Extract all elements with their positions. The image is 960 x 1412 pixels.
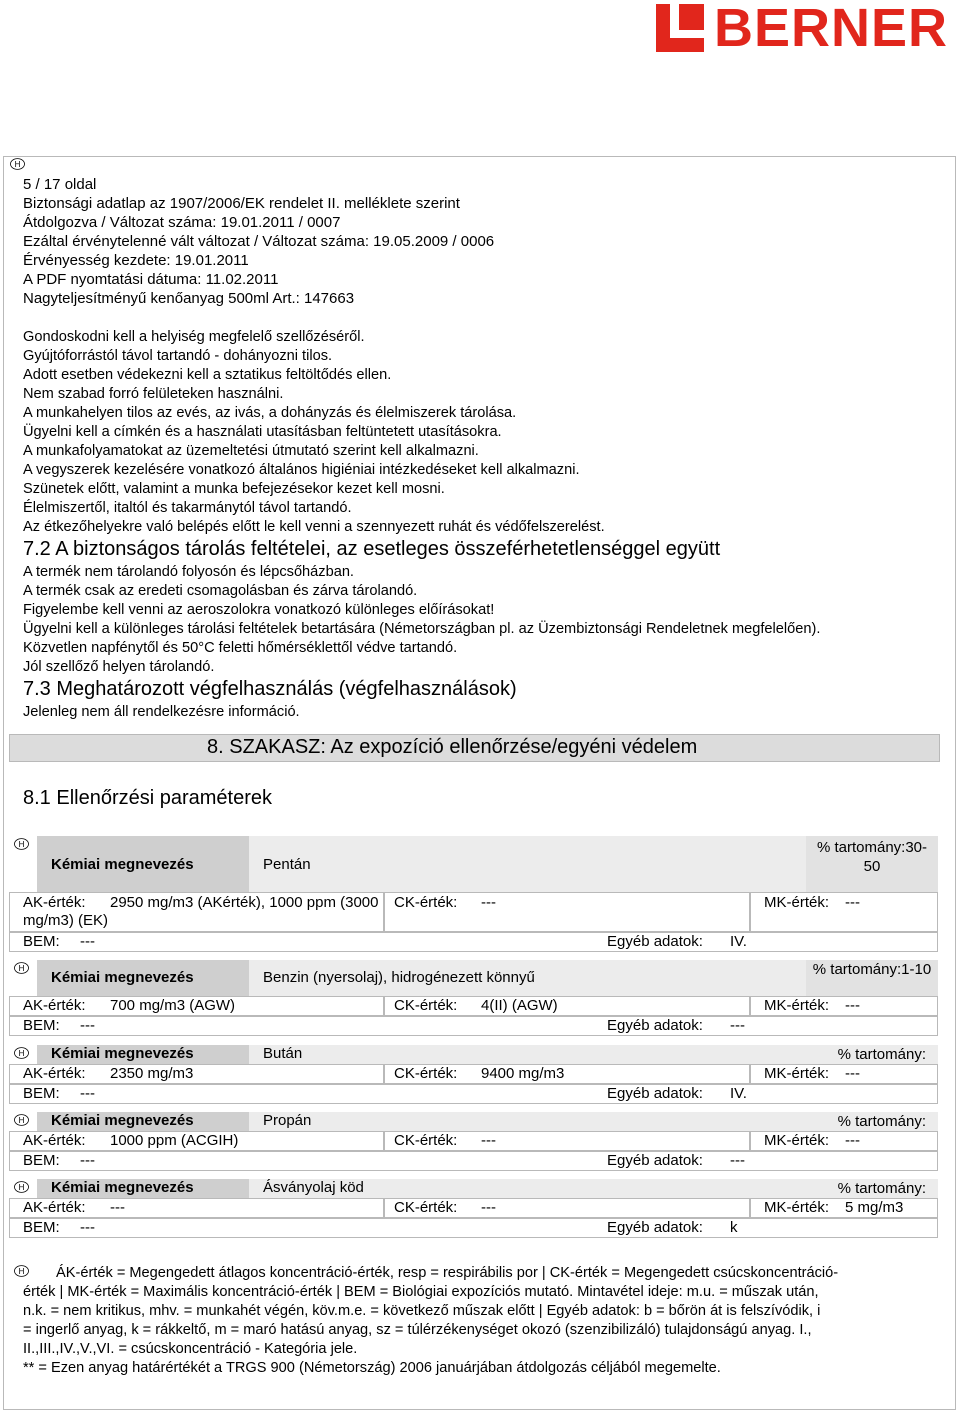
chemical-block-propan	[9, 1112, 938, 1171]
bem-value: ---	[80, 1219, 95, 1236]
ak-value: 700 mg/m3 (AGW)	[110, 997, 236, 1014]
header-page-number: 5 / 17 oldal	[23, 176, 97, 193]
ck-label: CK-érték:	[394, 1199, 458, 1216]
body-line: Szünetek előtt, valamint a munka befejezésekor kezet kell mosni.	[23, 481, 445, 497]
ak-label: AK-érték:	[23, 894, 86, 911]
mk-label: MK-érték:	[764, 1132, 830, 1149]
bem-value: ---	[80, 933, 95, 950]
ak-label: AK-érték:	[23, 1199, 86, 1216]
egyeb-label: Egyéb adatok:	[607, 1219, 703, 1236]
chemical-block-asvanyolaj	[9, 1179, 938, 1238]
svg-text:H: H	[18, 1116, 25, 1125]
body-line: A munkafolyamatokat az üzemeltetési útmutató szerint kell alkalmazni.	[23, 443, 479, 459]
ck-label: CK-érték:	[394, 1132, 458, 1149]
chem-name: Benzin (nyersolaj), hidrogénezett könnyű	[263, 969, 535, 986]
berner-logo-mark	[656, 4, 704, 52]
svg-text:H: H	[18, 1267, 25, 1276]
ak-value: ---	[110, 1199, 125, 1216]
storage-line: Ügyelni kell a különleges tárolási feltételek betartására (Németországban pl. az Üzembiztonsági Rendeletnek megfelelően).	[23, 621, 821, 637]
storage-line: A termék nem tárolandó folyosón és lépcsőházban.	[23, 564, 354, 580]
ck-value: 4(II) (AGW)	[481, 997, 558, 1014]
ak-value: 1000 ppm (ACGIH)	[110, 1132, 239, 1149]
ck-value: ---	[481, 1199, 496, 1216]
chem-name: Bután	[263, 1045, 303, 1062]
bem-row	[9, 1084, 938, 1104]
ak-label: AK-érték:	[23, 997, 86, 1014]
body-line: Nem szabad forró felületeken használni.	[23, 386, 284, 402]
egyeb-value: k	[730, 1219, 738, 1236]
mk-label: MK-érték:	[764, 1065, 830, 1082]
mk-value: ---	[845, 1132, 860, 1149]
header-superseded: Ezáltal érvénytelenné vált változat / Változat száma: 19.05.2009 / 0006	[23, 233, 495, 250]
ak-label: AK-érték:	[23, 1132, 86, 1149]
chem-name-label: Kémiai megnevezés	[37, 1112, 249, 1131]
chemical-block-pentan	[9, 836, 938, 952]
chem-header-row	[37, 1045, 938, 1064]
ck-label: CK-érték:	[394, 894, 458, 911]
ak-value: 2350 mg/m3	[110, 1065, 194, 1082]
chem-header-row	[37, 960, 938, 996]
bem-label: BEM:	[23, 1085, 60, 1102]
legend-line: n.k. = nem kritikus, mhv. = munkahét végén, köv.m.e. = következő műszak előtt | Egyéb adatok: b = bőrön át is felszívódik, i	[23, 1303, 821, 1319]
chem-header-row	[37, 1179, 938, 1198]
header-valid-from: Érvényesség kezdete: 19.01.2011	[23, 252, 249, 269]
body-line: A munkahelyen tilos az evés, az ivás, a dohányzás és élelmiszerek tárolása.	[23, 405, 517, 421]
svg-text:H: H	[18, 1183, 25, 1192]
body-line: Ügyelni kell a címkén és a használati utasításban feltüntetett utasításokra.	[23, 424, 502, 440]
h-marker-icon	[10, 158, 25, 170]
egyeb-value: ---	[730, 1152, 745, 1169]
h-marker-icon	[14, 1265, 29, 1277]
ck-label: CK-érték:	[394, 997, 458, 1014]
bem-value: ---	[80, 1085, 95, 1102]
storage-line: Jól szellőző helyen tárolandó.	[23, 659, 215, 675]
egyeb-value: IV.	[730, 1085, 747, 1102]
ak-label: AK-érték:	[23, 1065, 86, 1082]
header-regulation: Biztonsági adatlap az 1907/2006/EK rendelet II. melléklete szerint	[23, 195, 460, 212]
chem-header-row	[37, 836, 938, 892]
ck-label: CK-érték:	[394, 1065, 458, 1082]
body-line: Gondoskodni kell a helyiség megfelelő szellőzéséről.	[23, 329, 365, 345]
legend-line: érték | MK-érték = Maximális koncentráció-érték | BEM = Biológiai expozíciós mutató. Mintavétel ideje: m.u. = műszak után,	[23, 1284, 819, 1300]
legend-line: ÁK-érték = Megengedett átlagos koncentráció-érték, resp = respirábilis por | CK-érték = Megengedett csúcskoncentráció-	[56, 1265, 839, 1281]
section-8-1-title: 8.1 Ellenőrzési paraméterek	[23, 787, 273, 809]
egyeb-label: Egyéb adatok:	[607, 1085, 703, 1102]
section-7-3-title: 7.3 Meghatározott végfelhasználás (végfelhasználások)	[23, 678, 517, 700]
section-7-3-text: Jelenleg nem áll rendelkezésre információ.	[23, 704, 300, 720]
body-line: A vegyszerek kezelésére vonatkozó általános higiéniai intézkedéseket kell alkalmazni.	[23, 462, 580, 478]
mk-label: MK-érték:	[764, 1199, 830, 1216]
chem-percentage: % tartomány:30-50	[806, 836, 938, 892]
mk-value: ---	[845, 894, 860, 911]
chem-name-label: Kémiai megnevezés	[37, 960, 249, 996]
chem-percentage: % tartomány:1-10	[806, 960, 938, 996]
bem-label: BEM:	[23, 933, 60, 950]
storage-line: A termék csak az eredeti csomagolásban és zárva tárolandó.	[23, 583, 418, 599]
section-7-2-title: 7.2 A biztonságos tárolás feltételei, az esetleges összeférhetetlenséggel együtt	[23, 538, 721, 560]
chem-name-label: Kémiai megnevezés	[37, 1045, 249, 1064]
egyeb-label: Egyéb adatok:	[607, 933, 703, 950]
body-line: Az étkezőhelyekre való belépés előtt le kell venni a szennyezett ruhát és védőfelszerelést.	[23, 519, 605, 535]
bem-row	[9, 932, 938, 952]
ck-value: ---	[481, 894, 496, 911]
berner-logo-text: BERNER	[714, 0, 949, 58]
chem-name-label: Kémiai megnevezés	[37, 836, 249, 892]
legend-line: ** = Ezen anyag határértékét a TRGS 900 (Németország) 2006 januárjában átdolgozás céljából megemelte.	[23, 1360, 721, 1376]
chem-percentage: % tartomány:	[837, 1113, 926, 1130]
body-line: Élelmiszertől, italtól és takarmánytól távol tartandó.	[23, 500, 352, 516]
header-print-date: A PDF nyomtatási dátuma: 11.02.2011	[23, 271, 279, 288]
chem-header-row	[37, 1112, 938, 1131]
bem-row	[9, 1218, 938, 1238]
chem-percentage: % tartomány:	[837, 1046, 926, 1063]
bem-value: ---	[80, 1152, 95, 1169]
chem-percentage: % tartomány:	[837, 1180, 926, 1197]
ck-value: 9400 mg/m3	[481, 1065, 565, 1082]
chemical-block-butan	[9, 1045, 938, 1104]
svg-text:H: H	[18, 1049, 25, 1058]
chem-name-label: Kémiai megnevezés	[37, 1179, 249, 1198]
egyeb-value: IV.	[730, 933, 747, 950]
mk-label: MK-érték:	[764, 997, 830, 1014]
chem-name: Ásványolaj köd	[263, 1179, 364, 1196]
legend-line: = ingerlő anyag, k = rákkeltő, m = maró hatású anyag, sz = túlérzékenységet okozó (szenzibilizáló) tulajdonságú anyag. I.,	[23, 1322, 812, 1338]
bem-row	[9, 1151, 938, 1171]
chem-name: Pentán	[263, 856, 311, 873]
svg-text:H: H	[18, 964, 25, 973]
body-line: Gyújtóforrástól távol tartandó - dohányozni tilos.	[23, 348, 333, 364]
bem-row	[9, 1016, 938, 1036]
storage-line: Közvetlen napfénytől és 50°C feletti hőmérséklettől védve tartandó.	[23, 640, 458, 656]
ak-value: 2950 mg/m3 (AKérték), 1000 ppm (3000 mg/m3) (EK)	[23, 894, 379, 929]
bem-value: ---	[80, 1017, 95, 1034]
svg-text:H: H	[18, 840, 25, 849]
chem-name: Propán	[263, 1112, 312, 1129]
egyeb-label: Egyéb adatok:	[607, 1152, 703, 1169]
egyeb-label: Egyéb adatok:	[607, 1017, 703, 1034]
bem-label: BEM:	[23, 1152, 60, 1169]
header-product: Nagyteljesítményű kenőanyag 500ml Art.: 147663	[23, 290, 355, 307]
bem-label: BEM:	[23, 1219, 60, 1236]
section-8-title: 8. SZAKASZ: Az expozíció ellenőrzése/egyéni védelem	[207, 736, 698, 758]
legend-line: II.,III.,IV.,V.,VI. = csúcskoncentráció - Kategória jele.	[23, 1341, 358, 1357]
svg-text:H: H	[14, 160, 21, 169]
header-revision: Átdolgozva / Változat száma: 19.01.2011 / 0007	[23, 214, 341, 231]
body-line: Adott esetben védekezni kell a sztatikus feltöltődés ellen.	[23, 367, 392, 383]
storage-line: Figyelembe kell venni az aeroszolokra vonatkozó különleges előírásokat!	[23, 602, 495, 618]
mk-value: ---	[845, 1065, 860, 1082]
mk-value: ---	[845, 997, 860, 1014]
mk-value: 5 mg/m3	[845, 1199, 904, 1216]
egyeb-value: ---	[730, 1017, 745, 1034]
ck-value: ---	[481, 1132, 496, 1149]
mk-label: MK-érték:	[764, 894, 830, 911]
chemical-block-benzin	[9, 960, 938, 1036]
bem-label: BEM:	[23, 1017, 60, 1034]
